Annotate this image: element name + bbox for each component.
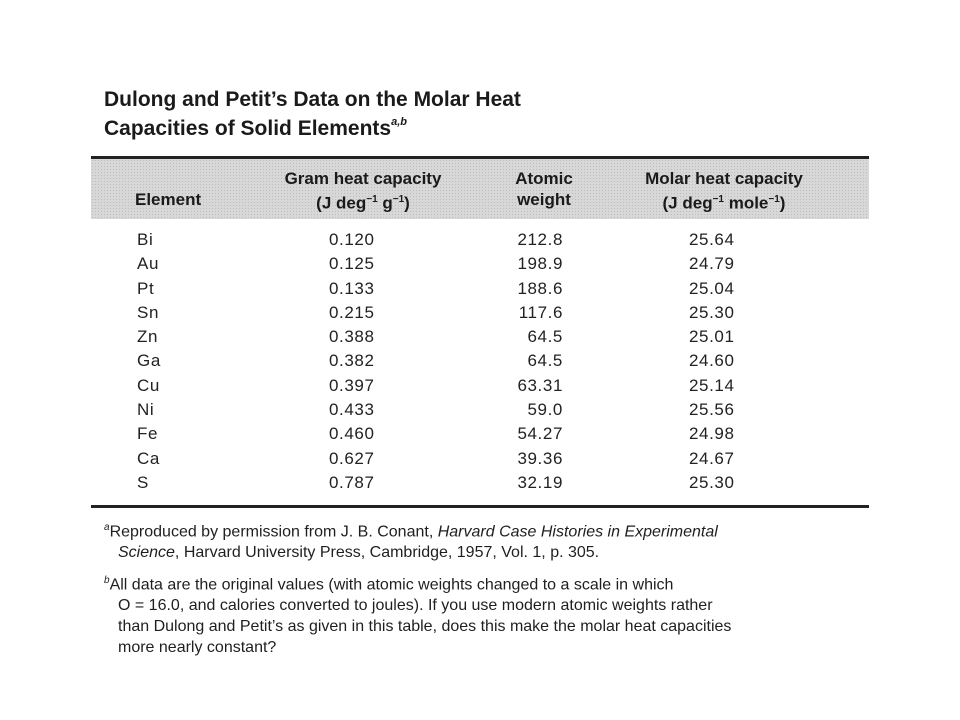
cell-gram-heat-capacity: 0.397 bbox=[329, 375, 375, 395]
cell-molar-heat-capacity: 25.30 bbox=[689, 302, 735, 322]
table-row bbox=[91, 301, 869, 325]
cell-element: Ni bbox=[137, 400, 155, 420]
cell-element: Cu bbox=[137, 375, 160, 395]
header-atomic-line1: Atomic bbox=[515, 169, 573, 188]
header-molar-unit-end: ) bbox=[779, 193, 786, 213]
table-row bbox=[91, 325, 869, 349]
cell-element: Bi bbox=[137, 230, 154, 249]
cell-element: Zn bbox=[137, 327, 159, 347]
footnote-a bbox=[104, 517, 864, 563]
cell-molar-heat-capacity: 24.79 bbox=[689, 254, 735, 274]
cell-atomic-weight: 54.27 bbox=[517, 424, 563, 444]
table-header bbox=[91, 159, 869, 219]
cell-atomic-weight: 64.5 bbox=[527, 351, 563, 371]
cell-element: Sn bbox=[137, 302, 159, 322]
table-row bbox=[91, 374, 869, 398]
footnote-a-text: Reproduced by permission from J. B. Conant, bbox=[109, 523, 438, 541]
header-atomic-weight bbox=[489, 168, 599, 210]
cell-molar-heat-capacity: 24.98 bbox=[689, 424, 735, 444]
cell-atomic-weight: 63.31 bbox=[517, 375, 563, 395]
header-gram-unit-end: ) bbox=[404, 193, 410, 213]
table-row bbox=[91, 252, 869, 276]
cell-element: Fe bbox=[137, 424, 159, 444]
header-atomic-line2: weight bbox=[517, 190, 571, 209]
cell-element: Au bbox=[137, 254, 159, 274]
cell-molar-heat-capacity: 25.64 bbox=[689, 230, 735, 249]
header-molar-unit-b: mole bbox=[723, 193, 769, 213]
cell-element: Pt bbox=[137, 278, 155, 298]
footnote-b-line4: more nearly constant? bbox=[118, 639, 277, 657]
cell-gram-heat-capacity: 0.627 bbox=[329, 448, 375, 468]
header-molar-exp1: −1 bbox=[712, 194, 724, 205]
cell-atomic-weight: 39.36 bbox=[517, 448, 563, 468]
header-molar-unit-a: (J deg bbox=[662, 193, 713, 213]
cell-molar-heat-capacity: 24.60 bbox=[689, 351, 735, 371]
cell-molar-heat-capacity: 25.30 bbox=[689, 472, 735, 492]
header-gram-exp2: −1 bbox=[392, 194, 405, 205]
header-molar-line2 bbox=[619, 189, 829, 214]
cell-element: S bbox=[137, 472, 149, 492]
header-gram-line1: Gram heat capacity bbox=[284, 169, 442, 188]
footnote-a-mark: a bbox=[104, 522, 110, 533]
header-gram-exp1: −1 bbox=[366, 194, 378, 205]
title-footnote-marks: a,b bbox=[391, 116, 407, 128]
table-row bbox=[91, 447, 869, 471]
cell-gram-heat-capacity: 0.125 bbox=[329, 254, 375, 274]
cell-gram-heat-capacity: 0.388 bbox=[329, 327, 375, 347]
table-row bbox=[91, 471, 869, 495]
header-gram-unit-a: (J deg bbox=[316, 193, 367, 213]
cell-atomic-weight: 64.5 bbox=[527, 327, 563, 347]
cell-gram-heat-capacity: 0.433 bbox=[329, 400, 375, 420]
cell-atomic-weight: 198.9 bbox=[517, 254, 563, 274]
table-row bbox=[91, 349, 869, 373]
table-title-line1: Dulong and Petit’s Data on the Molar Heat bbox=[104, 88, 521, 111]
header-molar-exp2: −1 bbox=[768, 194, 780, 205]
header-element: Element bbox=[135, 190, 202, 209]
cell-molar-heat-capacity: 25.14 bbox=[689, 375, 735, 395]
header-gram-heat-capacity bbox=[263, 168, 463, 214]
header-gram-line2 bbox=[263, 189, 463, 214]
cell-molar-heat-capacity: 25.01 bbox=[689, 327, 735, 347]
cell-gram-heat-capacity: 0.120 bbox=[329, 230, 375, 249]
cell-molar-heat-capacity: 25.04 bbox=[689, 278, 735, 298]
footnote-a-line2 bbox=[104, 542, 864, 563]
table-title-line2-text: Capacities of Solid Elements bbox=[104, 117, 392, 140]
table-title-line2 bbox=[104, 112, 804, 141]
cell-atomic-weight: 59.0 bbox=[527, 400, 563, 420]
table-row bbox=[91, 422, 869, 446]
cell-gram-heat-capacity: 0.460 bbox=[329, 424, 375, 444]
cell-element: Ca bbox=[137, 448, 160, 468]
footnote-b-line3: than Dulong and Petit’s as given in this table, does this make the molar heat capacities bbox=[118, 618, 732, 636]
footnote-b bbox=[104, 570, 864, 658]
table-bottom-rule bbox=[91, 505, 869, 508]
footnote-b-text-1: All data are the original values (with atomic weights changed to a scale in which bbox=[109, 576, 674, 594]
table-title bbox=[104, 88, 804, 141]
header-molar-line1: Molar heat capacity bbox=[645, 169, 803, 188]
cell-element: Ga bbox=[137, 351, 161, 371]
footnote-b-line1 bbox=[104, 570, 864, 595]
table-row bbox=[91, 277, 869, 301]
header-molar-heat-capacity bbox=[619, 168, 829, 214]
table-row bbox=[91, 228, 869, 252]
cell-atomic-weight: 212.8 bbox=[517, 230, 563, 249]
table-body bbox=[91, 228, 869, 495]
cell-molar-heat-capacity: 25.56 bbox=[689, 400, 735, 420]
cell-gram-heat-capacity: 0.787 bbox=[329, 472, 375, 492]
cell-gram-heat-capacity: 0.215 bbox=[329, 302, 375, 322]
footnote-a-publisher: , Harvard University Press, Cambridge, 1957, Vol. 1, p. 305. bbox=[174, 544, 600, 562]
footnote-a-book-title-cont: Science bbox=[118, 544, 175, 562]
footnote-a-line1 bbox=[104, 517, 864, 542]
header-gram-unit-b: g bbox=[377, 193, 393, 213]
cell-atomic-weight: 117.6 bbox=[518, 302, 563, 322]
cell-atomic-weight: 188.6 bbox=[517, 278, 563, 298]
cell-gram-heat-capacity: 0.133 bbox=[329, 278, 375, 298]
footnote-b-line2: O = 16.0, and calories converted to joules). If you use modern atomic weights rather bbox=[118, 597, 713, 615]
footnote-b-mark: b bbox=[104, 575, 110, 586]
cell-atomic-weight: 32.19 bbox=[517, 472, 563, 492]
footnote-a-book-title: Harvard Case Histories in Experimental bbox=[437, 523, 718, 541]
cell-molar-heat-capacity: 24.67 bbox=[689, 448, 735, 468]
table-row bbox=[91, 398, 869, 422]
cell-gram-heat-capacity: 0.382 bbox=[329, 351, 375, 371]
